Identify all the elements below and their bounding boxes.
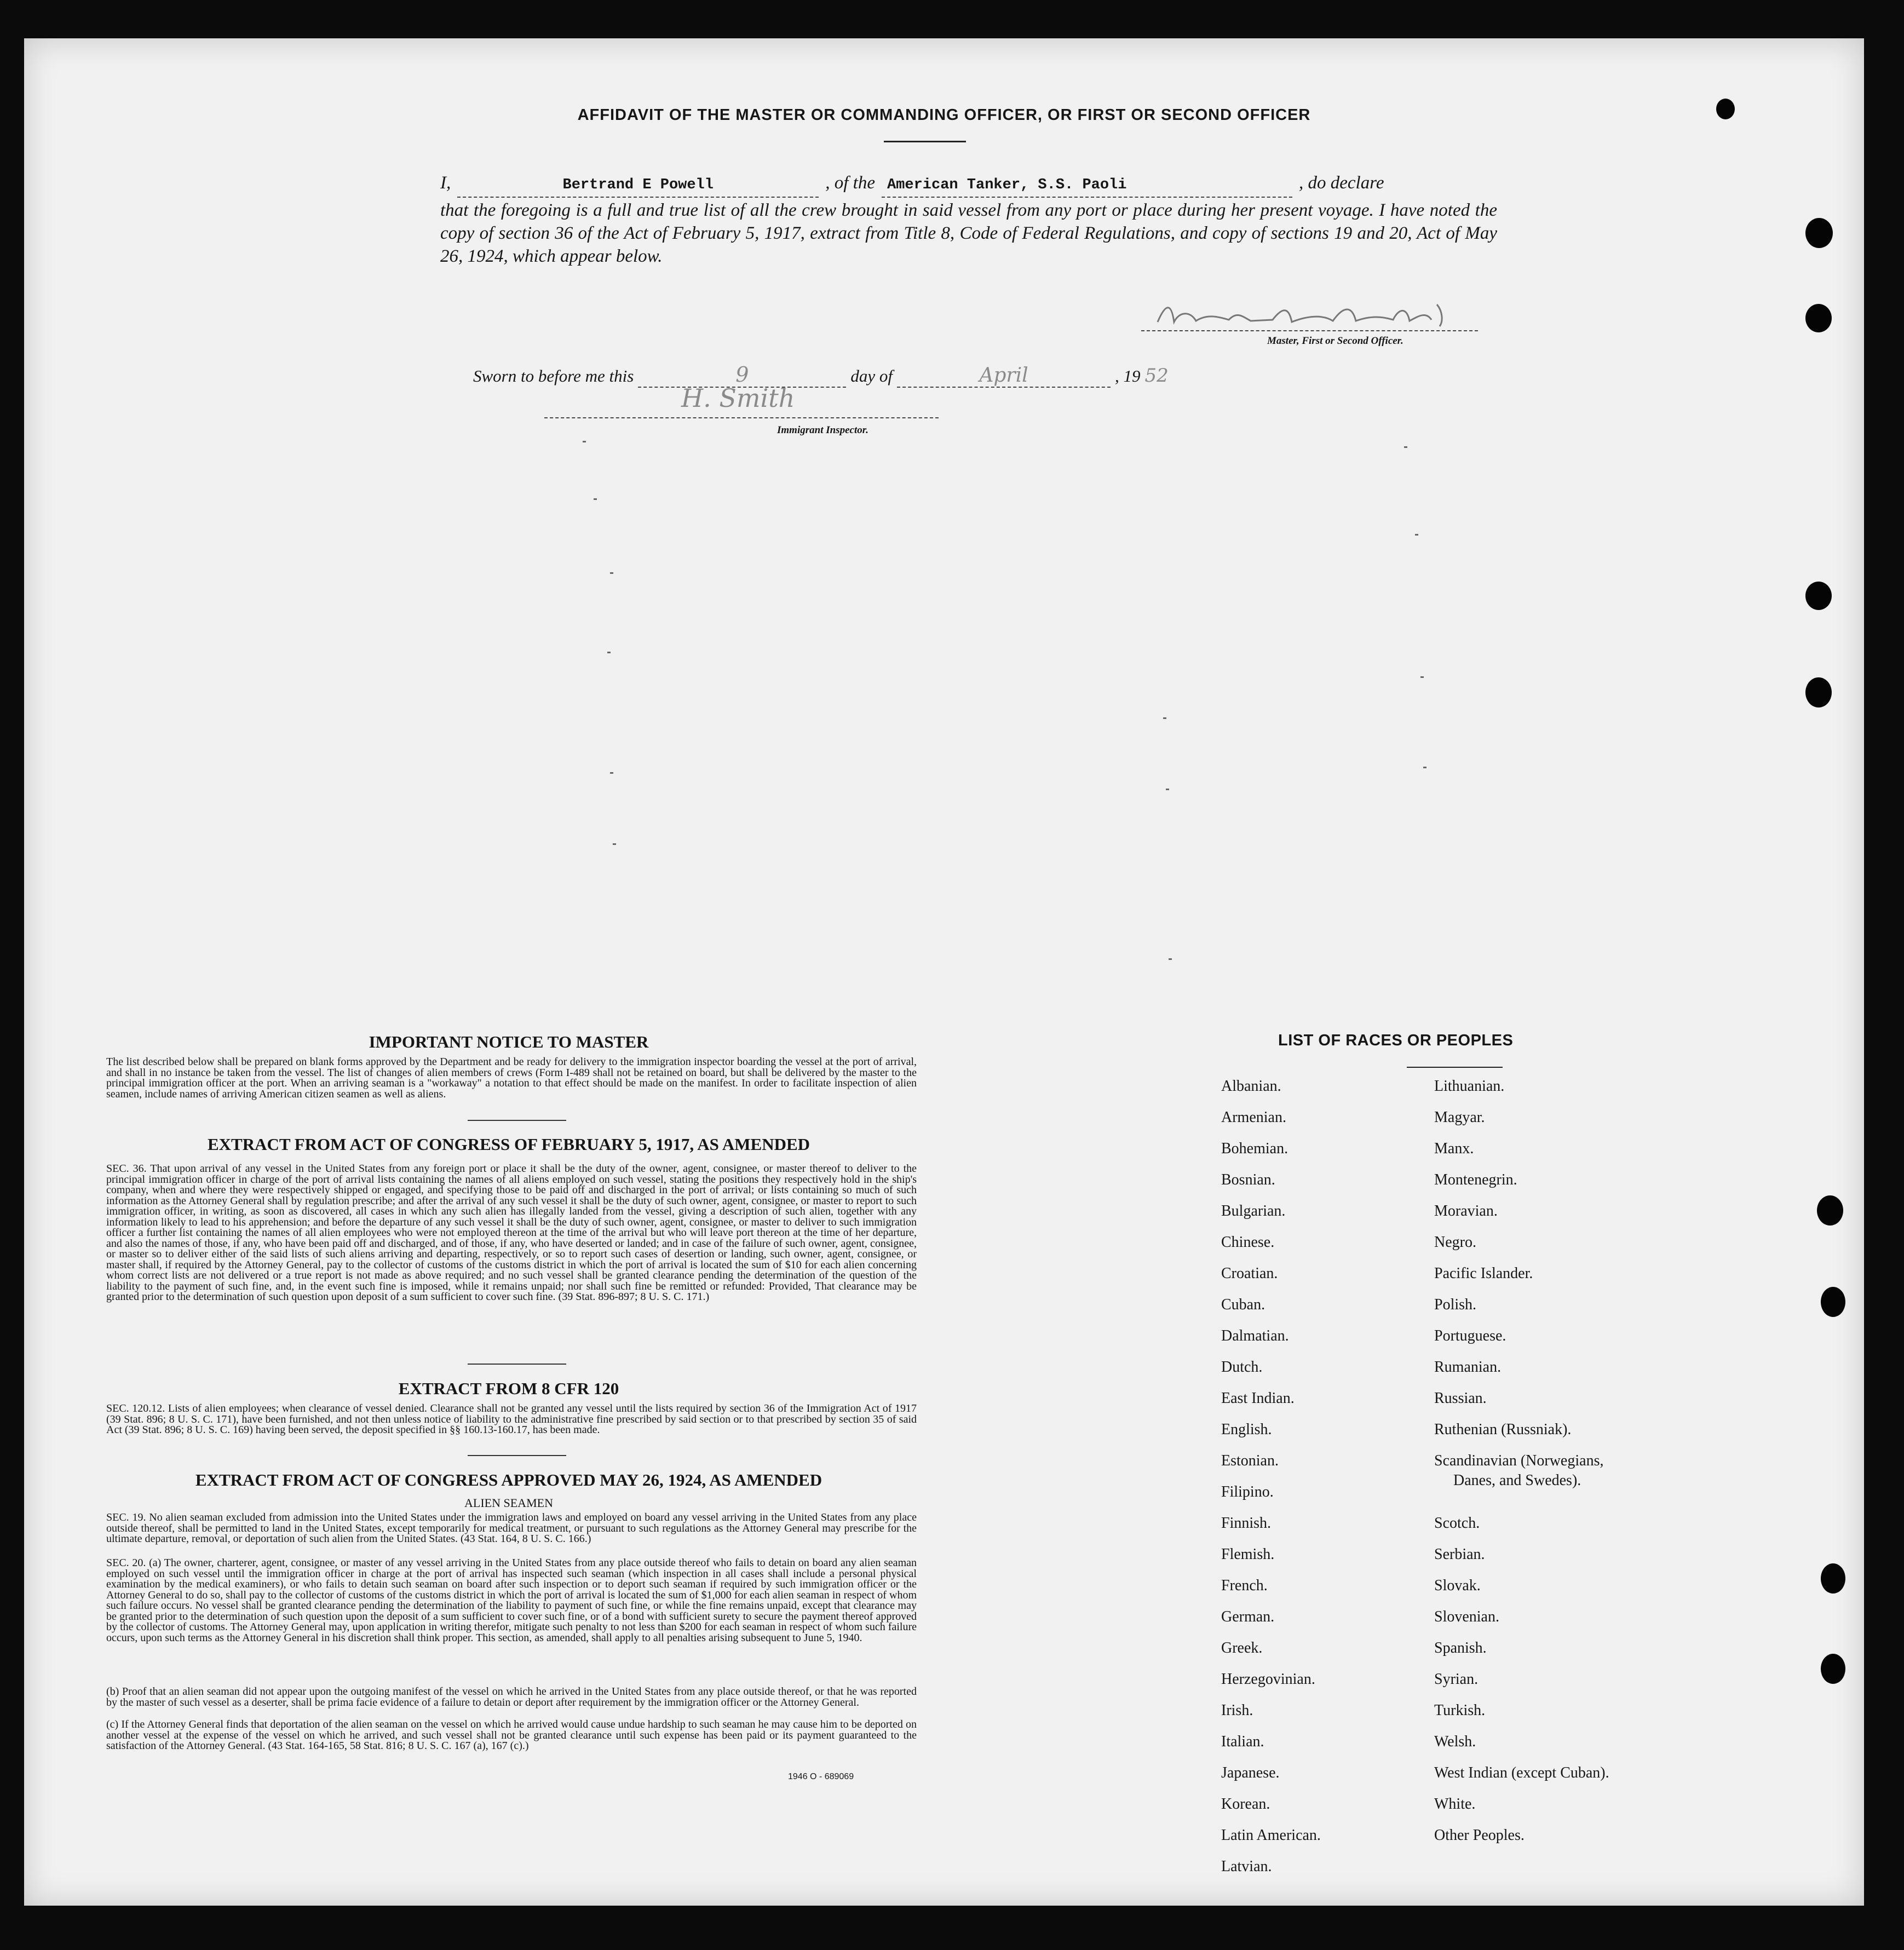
race-item: Spanish.	[1434, 1640, 1487, 1656]
punch-hole	[1821, 1654, 1845, 1684]
races-title: LIST OF RACES OR PEOPLES	[1278, 1032, 1514, 1049]
race-item: Manx.	[1434, 1140, 1474, 1157]
race-item: Bulgarian.	[1221, 1203, 1286, 1220]
race-item: Dalmatian.	[1221, 1327, 1289, 1344]
race-item: Latin American.	[1221, 1827, 1321, 1844]
document-page	[24, 38, 1864, 1906]
race-item: Scandinavian (Norwegians,	[1434, 1452, 1604, 1469]
race-item: Flemish.	[1221, 1546, 1275, 1563]
form-code: 1946 O - 689069	[788, 1772, 854, 1781]
inspector-signature: H. Smith	[681, 383, 795, 413]
race-item: Pacific Islander.	[1434, 1265, 1533, 1282]
sworn-line	[473, 363, 1169, 388]
bleed-mark	[610, 772, 613, 774]
race-item: Bosnian.	[1221, 1171, 1275, 1188]
bleed-mark	[594, 498, 597, 500]
bleed-mark	[1166, 789, 1169, 790]
race-item: Cuban.	[1221, 1296, 1266, 1313]
bleed-mark	[613, 843, 616, 845]
race-item: French.	[1221, 1577, 1268, 1594]
race-item: Welsh.	[1434, 1733, 1476, 1750]
race-item: Bohemian.	[1221, 1140, 1288, 1157]
race-item: Chinese.	[1221, 1234, 1275, 1251]
race-item: Filipino.	[1221, 1483, 1274, 1500]
extract-1924-title: EXTRACT FROM ACT OF CONGRESS APPROVED MAY 26, 1924, AS AMENDED	[195, 1470, 822, 1489]
race-item: Slovak.	[1434, 1577, 1481, 1594]
race-item: Croatian.	[1221, 1265, 1278, 1282]
sworn-month: April	[897, 364, 1111, 388]
race-item: Albanian.	[1221, 1078, 1281, 1095]
race-item: Armenian.	[1221, 1109, 1286, 1126]
race-item: Lithuanian.	[1434, 1078, 1505, 1095]
declarant-name: Bertrand E Powell	[457, 174, 819, 198]
extract-1924-sec20b: (b) Proof that an alien seaman did not appear upon the outgoing manifest of the vessel on which he arrived in the United States from any place outside thereof, or that he was reported by the master of such vessel as a deserter, shall be prima facie evidence of a failure to detain or deport after requirement by the immigration officer or the Attorney General.	[106, 1686, 917, 1709]
extract-1924-sec20a: SEC. 20. (a) The owner, charterer, agent, consignee, or master of any vessel arriving in the United States from any place outside thereof who fails to detain on board any alien seaman employed on such vessel until the immigration officer in charge at the port of arrival has inspected such seaman (which inspection in all cases shall include a personal physical examination by the medical examiners), or who fails to detain such seaman on board after such inspection or to deport such seaman if required by such immigration officer or the Attorney General to do so, shall pay to the collector of customs of the customs district in which the port of arrival is located the sum of $1,000 for each alien seaman in respect of whom such failure occurs. No vessel shall be granted clearance pending the determination of the liability to payment of such fine, or while the fine remains unpaid, except that clearance may be granted prior to the determination of such question upon the deposit of a sum sufficient to cover such fine, or of a bond with sufficient surety to secure the payment thereof approved by the collector of customs. The Attorney General may, upon application in writing therefor, mitigate such penalty to not less than $200 for each seaman in respect of whom such failure occurs, upon such terms as the Attorney General in his discretion shall think proper. This section, as amended, shall apply to all penalties arising subsequent to June 5, 1940.	[106, 1557, 917, 1644]
race-item: Dutch.	[1221, 1359, 1263, 1376]
race-item: Estonian.	[1221, 1452, 1279, 1469]
declaration-line	[440, 171, 1497, 198]
bleed-mark	[583, 441, 586, 442]
bleed-mark	[1420, 676, 1424, 678]
race-item: Polish.	[1434, 1296, 1477, 1313]
year-prefix: , 19	[1114, 366, 1141, 386]
do-declare-text: , do declare	[1298, 173, 1384, 193]
of-the-text: , of the	[825, 173, 875, 193]
section-divider	[468, 1364, 566, 1365]
race-item: Rumanian.	[1434, 1359, 1502, 1376]
race-item: Syrian.	[1434, 1671, 1479, 1688]
race-item: Other Peoples.	[1434, 1827, 1525, 1844]
race-item: Magyar.	[1434, 1109, 1485, 1126]
race-item: Japanese.	[1221, 1764, 1280, 1781]
title-underline	[884, 141, 966, 142]
master-signature	[1141, 300, 1478, 331]
punch-hole	[1805, 677, 1832, 707]
extract-1924-sec19: SEC. 19. No alien seaman excluded from admission into the United States under the immigration laws and employed on board any vessel arriving in the United States from any place outside thereof, shall be permitted to land in the United States, except temporarily for medical treatment, or pursuant to such regulations as the Attorney General may prescribe for the ultimate departure, removal, or deportation of such alien from the United States. (43 Stat. 164, 8 U. S. C. 166.)	[106, 1511, 917, 1545]
race-item: West Indian (except Cuban).	[1434, 1764, 1609, 1781]
signature-caption: Master, First or Second Officer.	[1267, 335, 1403, 347]
vessel-name: American Tanker, S.S. Paoli	[882, 174, 1292, 198]
extract-1917-body: SEC. 36. That upon arrival of any vessel in the United States from any foreign port or place it shall be the duty of the owner, agent, consignee, or master thereof to deliver to the principal immigration officer in charge of the port of arrival lists containing the names of all aliens employed on such vessel, stating the positions they respectively hold in the ship's company, when and where they were respectively shipped or engaged, and specifying those to be paid off and discharged in the port of arrival; or lists containing so much of such information as the Attorney General shall by regulation prescribe; and after the arrival of any such vessel it shall be the duty of such owner, agent, consignee, or master to report to such immigration officer, in writing, as soon as discovered, all cases in which any such alien has illegally landed from the vessel, giving a description of such alien, together with any information likely to lead to his apprehension; and before the departure of any such vessel it shall be the duty of such owner, agent, consignee, or master to deliver to such immigration officer a further list containing the names of all alien employees who were not employed thereon at the time of the arrival but who will leave port thereon at the time of her departure, and also the names of those, if any, who have been paid off and discharged, and of those, if any, who have deserted or landed; and in case of the failure of such owner, agent, consignee, or master so to deliver either of the said lists of such aliens arriving and departing, respectively, or so to report such cases of desertion or landing, such owner, agent, consignee, or master shall, if required by the Attorney General, pay to the collector of customs of the customs district in which the port of arrival is located the sum of $10 for each alien concerning whom correct lists are not delivered or a true report is not made as above required; and no such vessel shall be granted clearance pending the determination of the question of the liability to the payment of such fine, and, in the event such fine is imposed, while it remains unpaid; nor shall such fine be remitted or refunded: Provided, That clearance may be granted prior to the determination of such question upon deposit of a sum sufficient to cover such fine. (39 Stat. 896-897; 8 U. S. C. 171.)	[106, 1163, 917, 1303]
race-item: Portuguese.	[1434, 1327, 1506, 1344]
inspector-signature-line	[544, 417, 939, 418]
race-item: White.	[1434, 1796, 1476, 1813]
bleed-mark	[1423, 767, 1426, 768]
extract-cfr-body: SEC. 120.12. Lists of alien employees; when clearance of vessel denied. Clearance shall not be granted any vessel until the lists required by section 36 of the Immigration Act of 1917 (39 Stat. 896; 8 U. S. C. 171), have been furnished, and not then unless notice of liability to the administrative fine prescribed by said section or to that prescribed by section 35 of said Act (39 Stat. 896; 8 U. S. C. 169) having been served, the deposit specified in §§ 160.13-160.17, has been made.	[106, 1402, 917, 1436]
race-item: Greek.	[1221, 1640, 1263, 1656]
sworn-prefix: Sworn to before me this	[473, 366, 634, 386]
year-suffix: 52	[1144, 365, 1169, 387]
extract-cfr-title: EXTRACT FROM 8 CFR 120	[398, 1379, 619, 1398]
punch-hole	[1821, 1287, 1845, 1317]
bleed-mark	[1169, 958, 1172, 960]
inspector-caption: Immigrant Inspector.	[777, 424, 868, 436]
bleed-mark	[1404, 446, 1407, 448]
punch-hole	[1805, 304, 1832, 332]
race-item: Russian.	[1434, 1390, 1487, 1407]
races-title-underline	[1407, 1067, 1503, 1068]
declarant-prefix: I,	[440, 173, 451, 193]
sworn-day: 9	[638, 363, 846, 388]
race-item: Montenegrin.	[1434, 1171, 1517, 1188]
race-item: Ruthenian (Russniak).	[1434, 1421, 1572, 1438]
bleed-mark	[610, 572, 613, 574]
race-item: Negro.	[1434, 1234, 1476, 1251]
race-item: East Indian.	[1221, 1390, 1295, 1407]
race-item: Danes, and Swedes).	[1453, 1472, 1581, 1489]
race-item: Italian.	[1221, 1733, 1264, 1750]
race-item: Serbian.	[1434, 1546, 1485, 1563]
declaration-paragraph	[440, 171, 1497, 268]
declaration-statement: that the foregoing is a full and true list of all the crew brought in said vessel from any port or place during her present voyage. I have noted the copy of section 36 of the Act of February 5, 1917, extract from Title 8, Code of Federal Regulations, and copy of sections 19 and 20, Act of May 26, 1924, which appear below.	[440, 200, 1497, 266]
punch-hole	[1821, 1563, 1845, 1594]
affidavit-title: AFFIDAVIT OF THE MASTER OR COMMANDING OFFICER, OR FIRST OR SECOND OFFICER	[577, 106, 1311, 124]
race-item: Irish.	[1221, 1702, 1253, 1719]
bleed-mark	[1163, 717, 1166, 719]
race-item: Scotch.	[1434, 1515, 1480, 1532]
extract-1917-title: EXTRACT FROM ACT OF CONGRESS OF FEBRUARY 5, 1917, AS AMENDED	[207, 1135, 810, 1154]
bleed-mark	[1415, 534, 1418, 536]
extract-1924-sec20c: (c) If the Attorney General finds that deportation of the alien seaman on the vessel on which he arrived would cause undue hardship to such seaman he may cause him to be deported on another vessel at the expense of the vessel on which he arrived, and such vessel shall not be granted clearance until such expense has been paid or its payment guaranteed to the satisfaction of the Attorney General. (43 Stat. 164-165, 58 Stat. 816; 8 U. S. C. 167 (a), 167 (c).)	[106, 1718, 917, 1752]
alien-seamen-subtitle: ALIEN SEAMEN	[464, 1496, 553, 1510]
notice-title: IMPORTANT NOTICE TO MASTER	[369, 1032, 649, 1051]
signature-scribble	[1141, 300, 1478, 333]
notice-body: The list described below shall be prepared on blank forms approved by the Department and be ready for delivery to the immigration inspector boarding the vessel at the port of arrival, and shall in no instance be taken from the vessel. The list of changes of alien members of crews (Form I-489 shall not be retained on board, but shall be delivered by the master to the principal immigration officer at the port. When an arriving seaman is a "workaway" a notation to that effect should be made on the manifest. In order to facilitate inspection of alien seamen, include names of arriving American citizen seamen as well as aliens.	[106, 1056, 917, 1100]
race-item: Korean.	[1221, 1796, 1270, 1813]
race-item: Turkish.	[1434, 1702, 1486, 1719]
race-item: Finnish.	[1221, 1515, 1272, 1532]
day-of-text: day of	[850, 366, 893, 386]
punch-hole	[1817, 1195, 1843, 1226]
race-item: English.	[1221, 1421, 1272, 1438]
race-item: Moravian.	[1434, 1203, 1498, 1220]
race-item: Slovenian.	[1434, 1608, 1499, 1625]
punch-hole	[1805, 582, 1832, 610]
punch-hole	[1716, 99, 1735, 119]
punch-hole	[1805, 218, 1833, 248]
bleed-mark	[607, 652, 611, 653]
section-divider	[468, 1455, 566, 1456]
race-item: Latvian.	[1221, 1858, 1272, 1875]
race-item: Herzegovinian.	[1221, 1671, 1315, 1688]
race-item: German.	[1221, 1608, 1275, 1625]
section-divider	[468, 1120, 566, 1121]
